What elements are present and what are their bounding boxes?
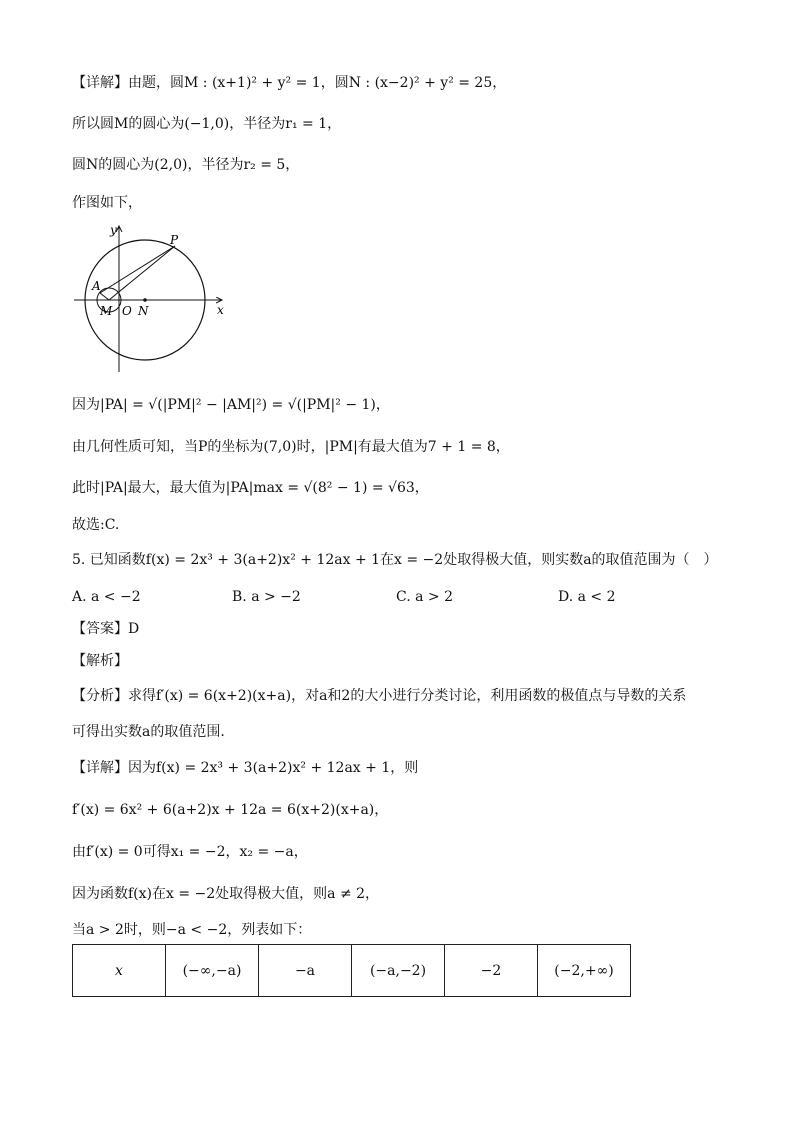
table-cell: (−∞,−a) — [166, 945, 259, 997]
circle-n-center-line: 圆N的圆心为(2,0)，半径为r₂ = 5， — [72, 157, 300, 173]
table-row — [73, 945, 631, 997]
segment-am — [100, 293, 109, 300]
analysis-line-1: 【分析】求得f′(x) = 6(x+2)(x+a)，对a和2的大小进行分类讨论，利用函数的极值点与导数的关系 — [72, 688, 687, 704]
question-5: 5. 已知函数f(x) = 2x³ + 3(a+2)x² + 12ax + 1在x = −2处取得极大值，则实数a的取值范围为（ ） — [72, 552, 718, 568]
point-n — [143, 298, 147, 302]
option-c: C. a > 2 — [396, 589, 453, 605]
pa-max-line: 此时|PA|最大，最大值为|PA|max = √(8² − 1) = √63， — [72, 480, 429, 496]
table-cell: −2 — [445, 945, 538, 997]
max-condition-line: 因为函数f(x)在x = −2处取得极大值，则a ≠ 2， — [72, 886, 380, 902]
circle-figure — [72, 222, 242, 378]
label-p: P — [170, 233, 179, 247]
choice-line: 故选:C. — [72, 517, 120, 533]
segment-pa — [100, 246, 175, 293]
answer-line: 【答案】D — [72, 621, 140, 637]
circle-m-center-line: 所以圆M的圆心为(−1,0)，半径为r₁ = 1， — [72, 116, 342, 132]
label-a: A — [92, 279, 101, 293]
variation-table — [72, 944, 631, 997]
pa-formula-line: 因为|PA| = √(|PM|² − |AM|²) = √(|PM|² − 1)， — [72, 397, 390, 413]
analysis-heading: 【解析】 — [72, 653, 128, 669]
case-line: 当a > 2时，则−a < −2，列表如下： — [72, 922, 312, 938]
table-cell: −a — [259, 945, 352, 997]
analysis-line-2: 可得出实数a的取值范围. — [72, 724, 225, 740]
derivative-line: f′(x) = 6x² + 6(a+2)x + 12a = 6(x+2)(x+a)， — [72, 802, 389, 818]
option-a: A. a < −2 — [72, 589, 141, 605]
table-cell: (−2,+∞) — [538, 945, 631, 997]
circle-diagram — [72, 222, 242, 378]
solution-detail-line: 【详解】由题，圆M : (x+1)² + y² = 1，圆N : (x−2)² + y² = 25， — [72, 75, 507, 91]
table-cell: (−a,−2) — [352, 945, 445, 997]
label-x: x — [217, 303, 224, 317]
label-o: O — [122, 304, 132, 318]
roots-line: 由f′(x) = 0可得x₁ = −2，x₂ = −a， — [72, 844, 308, 860]
pm-max-line: 由几何性质可知，当P的坐标为(7,0)时，|PM|有最大值为7 + 1 = 8， — [72, 439, 510, 455]
label-m: M — [100, 304, 113, 318]
detail-line-1: 【详解】因为f(x) = 2x³ + 3(a+2)x² + 12ax + 1，则 — [72, 760, 419, 776]
label-n: N — [138, 304, 149, 318]
draw-figure-line: 作图如下， — [72, 195, 142, 211]
option-b: B. a > −2 — [232, 589, 301, 605]
label-y: y — [110, 223, 117, 237]
table-cell: x — [73, 945, 166, 997]
option-d: D. a < 2 — [558, 589, 616, 605]
